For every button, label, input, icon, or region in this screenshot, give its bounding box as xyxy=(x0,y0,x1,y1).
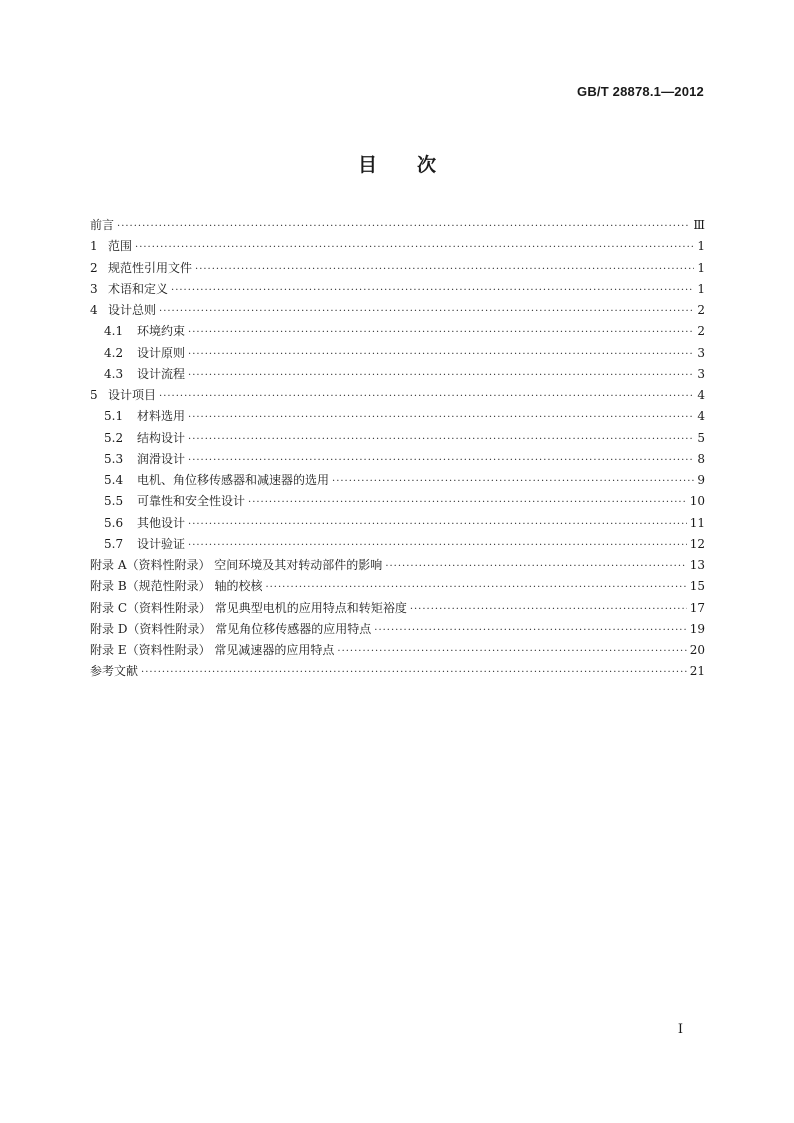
toc-entry-label xyxy=(104,343,185,364)
toc-entry-text: 润滑设计 xyxy=(137,451,186,466)
toc-entry[interactable] xyxy=(90,534,705,555)
toc-entry-number: 4 xyxy=(90,303,98,317)
toc-entry[interactable] xyxy=(90,470,705,491)
toc-entry[interactable] xyxy=(90,619,705,640)
toc-entry[interactable] xyxy=(90,640,705,661)
toc-entry-page: 2 xyxy=(697,324,705,339)
toc-entry-number: 5.3 xyxy=(104,451,124,466)
toc-entry-text: 附录 A（资料性附录） 空间环境及其对转动部件的影响 xyxy=(90,558,383,572)
toc-entry-page: 1 xyxy=(697,281,705,296)
dot-leader xyxy=(332,471,694,492)
toc-entry-page: 19 xyxy=(689,621,705,636)
dot-leader xyxy=(117,216,690,237)
toc-entry-page: 1 xyxy=(697,260,705,275)
dot-leader xyxy=(188,407,694,428)
toc-entry-label xyxy=(104,364,185,385)
toc-entry[interactable] xyxy=(90,555,705,576)
toc-entry-label xyxy=(104,534,185,555)
title-char-2: 次 xyxy=(417,154,437,176)
toc-entry-page: 4 xyxy=(697,388,705,402)
toc-entry[interactable] xyxy=(90,258,705,279)
toc-entry-text: 规范性引用文件 xyxy=(108,260,193,275)
toc-entry-text: 参考文献 xyxy=(90,664,139,679)
toc-entry-label xyxy=(104,491,245,512)
toc-entry-number: 1 xyxy=(90,239,98,254)
toc-entry-label xyxy=(90,619,371,640)
toc-entry-text: 术语和定义 xyxy=(108,281,169,296)
page-number: Ⅰ xyxy=(677,1022,683,1037)
toc-entry-text: 电机、角位移传感器和减速器的选用 xyxy=(137,473,330,487)
toc-entry-label xyxy=(90,215,114,236)
toc-entry-number: 5.5 xyxy=(104,494,124,509)
toc-entry-page: 10 xyxy=(689,494,705,509)
toc-entry-number: 3 xyxy=(90,281,98,296)
dot-leader xyxy=(135,237,694,258)
toc-entry-number: 4.1 xyxy=(104,324,124,339)
toc-entry[interactable] xyxy=(90,598,705,619)
toc-entry-label xyxy=(104,513,185,534)
toc-entry-page: 20 xyxy=(689,643,705,657)
toc-entry-label xyxy=(104,449,185,470)
toc-entry[interactable] xyxy=(90,343,705,364)
toc-entry-page: 13 xyxy=(689,558,705,572)
toc-entry-page: 2 xyxy=(697,303,705,317)
toc-entry-number: 5.2 xyxy=(104,430,124,445)
dot-leader xyxy=(171,280,694,301)
dot-leader xyxy=(188,535,687,556)
toc-entry[interactable] xyxy=(90,661,705,682)
toc-entry-text: 设计流程 xyxy=(137,366,186,381)
toc-entry-page: 3 xyxy=(697,345,705,360)
dot-leader xyxy=(265,577,686,598)
toc-entry-label xyxy=(104,321,185,342)
dot-leader xyxy=(188,322,694,343)
toc-entry[interactable] xyxy=(90,449,705,470)
toc-entry[interactable] xyxy=(90,428,705,449)
toc-entry-number: 4.3 xyxy=(104,366,124,381)
dot-leader xyxy=(410,599,687,620)
toc-entry-text: 设计总则 xyxy=(108,303,157,317)
toc-entry-page: 12 xyxy=(689,536,705,551)
toc-entry-page: 15 xyxy=(689,579,705,594)
toc-entry-text: 前言 xyxy=(90,218,115,232)
toc-entry-page: 21 xyxy=(689,664,705,679)
toc-entry-number: 5.6 xyxy=(104,515,124,530)
toc-entry[interactable] xyxy=(90,491,705,512)
toc-entry[interactable] xyxy=(90,300,705,321)
dot-leader xyxy=(248,492,687,513)
toc-entry-label xyxy=(104,428,185,449)
table-of-contents xyxy=(90,215,705,683)
toc-entry-label xyxy=(104,406,185,427)
toc-entry-label xyxy=(90,640,334,661)
toc-entry-label xyxy=(90,576,262,597)
toc-entry-label xyxy=(104,470,329,491)
toc-entry-label xyxy=(90,385,156,406)
toc-entry-label xyxy=(90,236,132,257)
toc-entry-text: 结构设计 xyxy=(137,430,186,445)
toc-entry-text: 设计项目 xyxy=(108,388,157,402)
toc-entry-page: 1 xyxy=(697,239,705,254)
toc-entry-number: 5.4 xyxy=(104,473,124,487)
toc-entry[interactable] xyxy=(90,513,705,534)
toc-entry-label xyxy=(90,300,156,321)
toc-entry-text: 可靠性和安全性设计 xyxy=(137,494,246,509)
toc-entry-label xyxy=(90,555,382,576)
title-char-1: 目 xyxy=(357,154,377,176)
dot-leader xyxy=(385,556,686,577)
toc-entry-label xyxy=(90,661,138,682)
toc-entry-number: 5 xyxy=(90,388,98,402)
toc-entry-text: 附录 E（资料性附录） 常见减速器的应用特点 xyxy=(90,643,335,657)
toc-entry-text: 附录 C（资料性附录） 常见典型电机的应用特点和转矩裕度 xyxy=(90,600,407,615)
toc-entry[interactable] xyxy=(90,321,705,342)
toc-entry-page: 11 xyxy=(689,515,705,530)
toc-entry-page: 17 xyxy=(689,600,705,615)
toc-entry-text: 范围 xyxy=(108,239,133,254)
toc-entry-label xyxy=(90,258,192,279)
toc-entry-page: 9 xyxy=(697,473,705,487)
toc-entry-text: 设计原则 xyxy=(137,345,186,360)
toc-entry-number: 5.7 xyxy=(104,536,124,551)
toc-entry-text: 附录 B（规范性附录） 轴的校核 xyxy=(90,579,263,594)
page-title xyxy=(0,150,794,177)
toc-entry-page: 3 xyxy=(697,366,705,381)
toc-entry-label xyxy=(90,279,168,300)
toc-entry-text: 设计验证 xyxy=(137,536,186,551)
toc-entry-number: 2 xyxy=(90,260,98,275)
dot-leader xyxy=(195,259,694,280)
dot-leader xyxy=(337,641,686,662)
toc-entry[interactable] xyxy=(90,576,705,597)
toc-entry[interactable] xyxy=(90,279,705,300)
toc-entry-page: Ⅲ xyxy=(693,218,705,232)
toc-entry-page: 4 xyxy=(697,409,705,424)
dot-leader xyxy=(141,662,687,683)
toc-entry-label xyxy=(90,598,407,619)
toc-entry-page: 8 xyxy=(697,451,705,466)
dot-leader xyxy=(188,344,694,365)
toc-entry[interactable] xyxy=(90,215,705,236)
dot-leader xyxy=(188,514,687,535)
toc-entry[interactable] xyxy=(90,406,705,427)
dot-leader xyxy=(188,429,694,450)
toc-entry-number: 5.1 xyxy=(104,409,124,424)
dot-leader xyxy=(188,365,694,386)
toc-entry-text: 材料选用 xyxy=(137,409,186,424)
toc-entry-text: 其他设计 xyxy=(137,515,186,530)
toc-entry-page: 5 xyxy=(697,430,705,445)
toc-entry-number: 4.2 xyxy=(104,345,124,360)
toc-entry[interactable] xyxy=(90,236,705,257)
toc-entry-text: 附录 D（资料性附录） 常见角位移传感器的应用特点 xyxy=(90,621,372,636)
dot-leader xyxy=(159,386,694,407)
toc-entry-text: 环境约束 xyxy=(137,324,186,339)
toc-entry[interactable] xyxy=(90,385,705,406)
dot-leader xyxy=(374,620,686,641)
toc-entry[interactable] xyxy=(90,364,705,385)
standard-code: GB/T 28878.1—2012 xyxy=(577,84,704,99)
dot-leader xyxy=(159,301,694,322)
dot-leader xyxy=(188,450,694,471)
